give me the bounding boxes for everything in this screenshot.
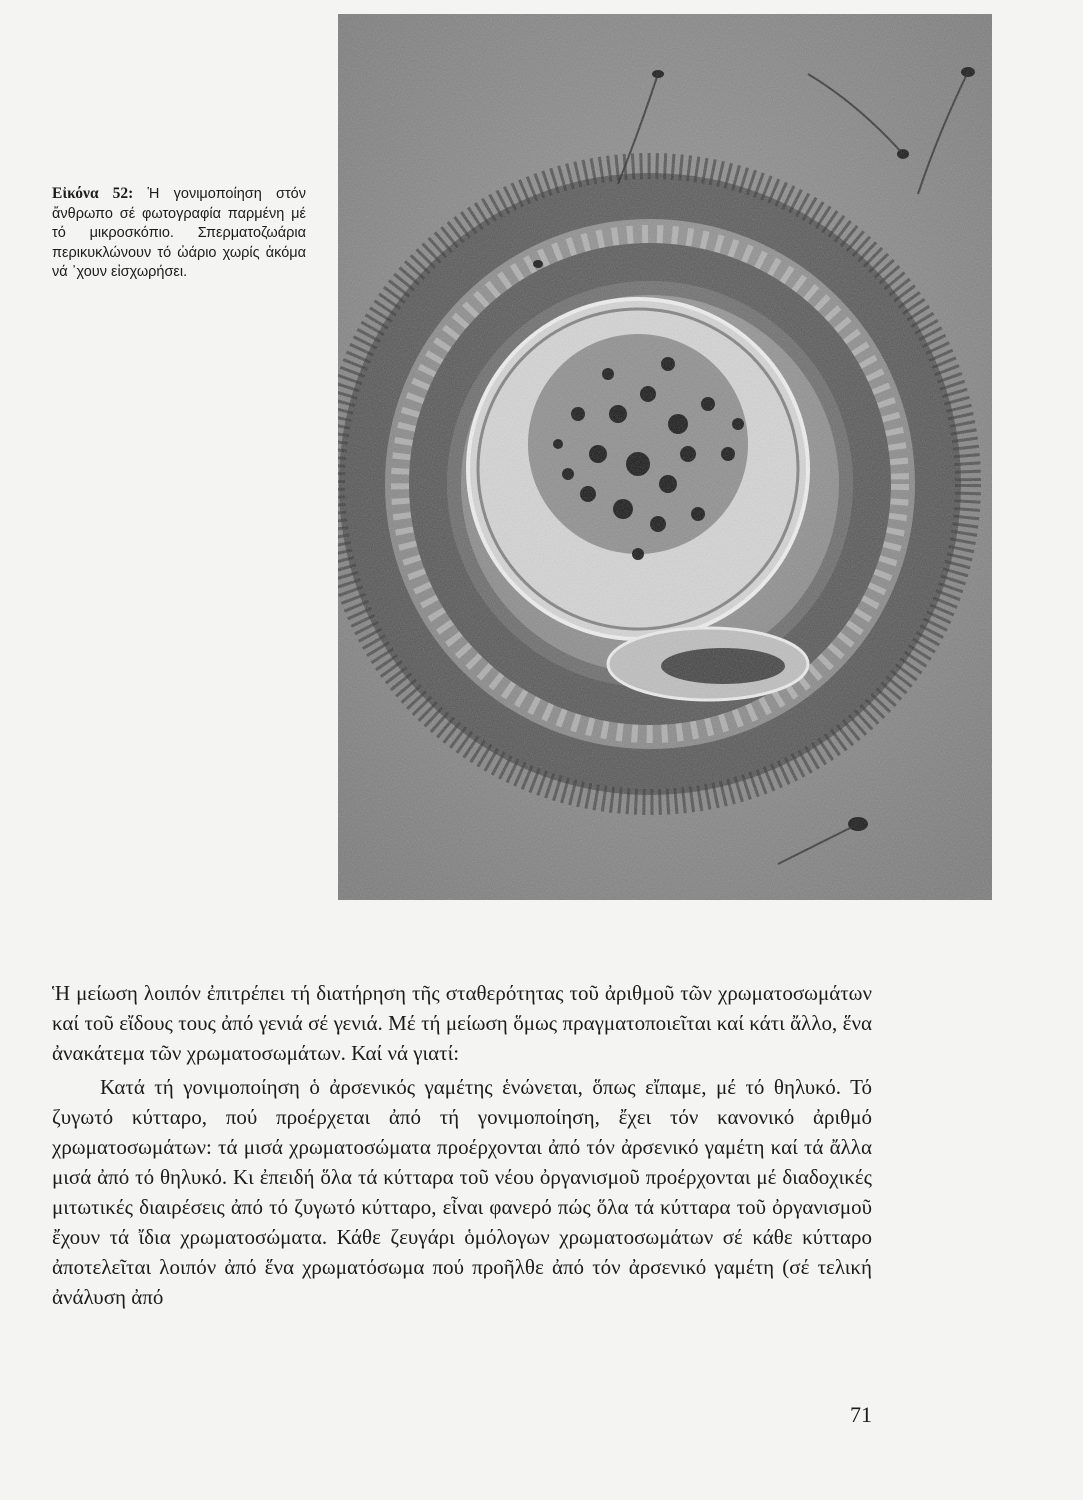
- page-number: 71: [850, 1402, 872, 1427]
- caption-text: Ἡ γονιμοποίηση στόν ἄνθρωπο σέ φωτογραφία παρμένη μέ τό μικροσκόπιο. Σπερματοζωάρια περικυκλώνουν τό ὠάριο χωρίς ἀκόμα νά ᾽χουν εἰσχωρήσει.: [52, 186, 306, 280]
- paragraph-2: Κατά τή γονιμοποίηση ὁ ἀρσενικός γαμέτης ἑνώνεται, ὅπως εἴπαμε, μέ τό θηλυκό. Τό ζυγωτό κύτταρο, πού προέρχεται ἀπό τή γονιμοποίηση, ἔχει τόν κανονικό ἀριθμό χρωματοσωμάτων: τά μισά χρωματοσώματα προέρχονται ἀπό τόν ἀρσενικό γαμέτη καί τά ἄλλα μισά ἀπό τό θηλυκό. Κι ἐπειδή ὅλα τά κύτταρα τοῦ νέου ὀργανισμοῦ προέρχονται μέ διαδοχικές μιτωτικές διαιρέσεις ἀπό τό ζυγωτό κύτταρο, εἶναι φανερό πώς ὅλα τά κύτταρα τοῦ ὀργανισμοῦ ἔχουν τά ἴδια χρωματοσώματα. Κάθε ζευγάρι ὁμόλογων χρωματοσωμάτων σέ κάθε κύτταρο ἀποτελεῖται λοιπόν ἀπό ἕνα χρωματόσωμα πού προῆλθε ἀπό τόν ἀρσενικό γαμέτη (σέ τελική ἀνάλυση ἀπό: [52, 1075, 872, 1309]
- caption-label: Εἰκόνα 52:: [52, 185, 134, 202]
- figure-caption: [52, 184, 306, 283]
- micrograph-figure: [338, 14, 992, 900]
- egg-cell-micrograph: [338, 14, 992, 900]
- paragraph-1: Ἡ μείωση λοιπόν ἐπιτρέπει τή διατήρηση τῆς σταθερότητας τοῦ ἀριθμοῦ τῶν χρωματοσωμάτων καί τοῦ εἴδους τους ἀπό γενιά σέ γενιά. Μέ τή μείωση ὅμως πραγματοποιεῖται καί κάτι ἄλλο, ἕνα ἀνακάτεμα τῶν χρωματοσωμάτων. Καί νά γιατί:: [52, 981, 872, 1065]
- body-text: [52, 978, 872, 1312]
